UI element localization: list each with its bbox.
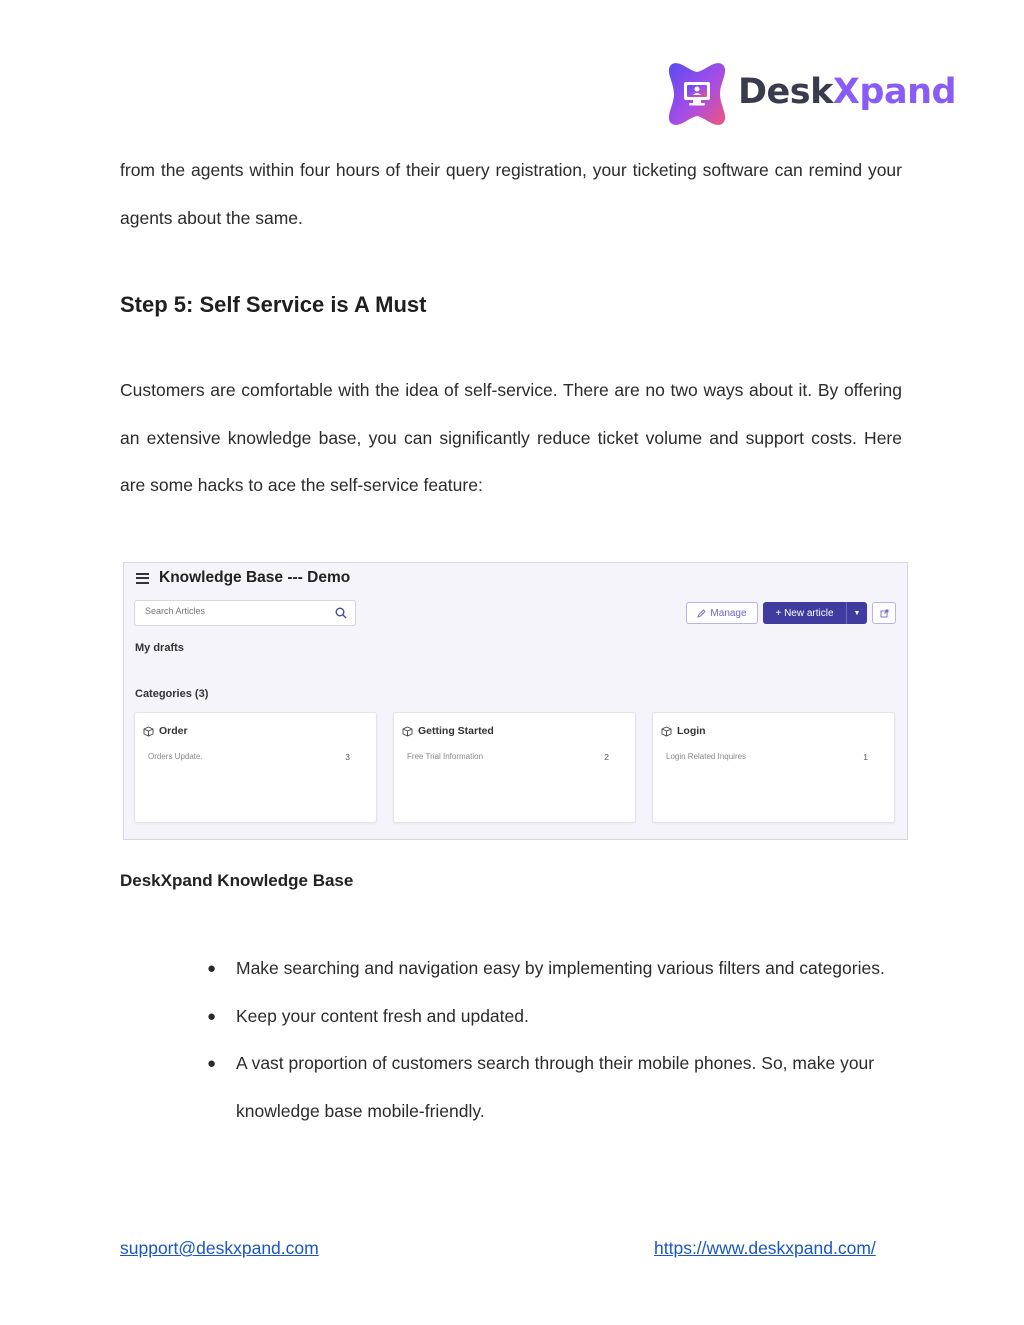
category-card-getting-started[interactable] bbox=[393, 712, 636, 823]
external-link-icon bbox=[880, 609, 889, 618]
box-icon bbox=[402, 726, 413, 737]
card-description: Free Trial Information bbox=[407, 752, 484, 761]
box-icon bbox=[143, 726, 154, 737]
search-icon[interactable] bbox=[335, 607, 347, 619]
knowledge-base-screenshot bbox=[123, 562, 908, 840]
deskxpand-logo-icon bbox=[664, 60, 730, 128]
list-item: ● Keep your content fresh and updated. bbox=[205, 993, 885, 1041]
website-link[interactable]: https://www.deskxpand.com/ bbox=[654, 1238, 876, 1258]
category-card-order[interactable] bbox=[134, 712, 377, 823]
kb-header bbox=[136, 569, 350, 587]
hacks-list bbox=[205, 945, 885, 1136]
bullet-icon: ● bbox=[207, 960, 217, 977]
section-heading: Step 5: Self Service is A Must bbox=[120, 292, 427, 317]
article-count: 2 bbox=[604, 752, 609, 762]
card-title: Login bbox=[677, 725, 706, 737]
intro-paragraph: from the agents within four hours of their query registration, your ticketing software can remind your agents about the same. bbox=[120, 160, 902, 228]
new-article-button[interactable] bbox=[763, 602, 867, 624]
card-title: Getting Started bbox=[418, 725, 494, 737]
list-item: ● A vast proportion of customers search through their mobile phones. So, make your knowledge base mobile-friendly. bbox=[205, 1040, 885, 1135]
figure-caption: DeskXpand Knowledge Base bbox=[120, 871, 354, 890]
manage-button[interactable] bbox=[686, 602, 758, 624]
search-input[interactable] bbox=[143, 605, 327, 617]
card-description: Login Related Inquires bbox=[666, 752, 747, 761]
pencil-icon bbox=[697, 609, 706, 618]
article-count: 1 bbox=[863, 752, 868, 762]
article-count: 3 bbox=[345, 752, 350, 762]
external-link-button[interactable] bbox=[872, 602, 896, 624]
logo-wordmark: DeskXpand bbox=[738, 72, 957, 112]
card-title: Order bbox=[159, 725, 188, 737]
category-card-login[interactable] bbox=[652, 712, 895, 823]
card-description: Orders Update. bbox=[148, 752, 203, 761]
hamburger-menu-icon[interactable] bbox=[136, 570, 149, 586]
main-paragraph: Customers are comfortable with the idea of self-service. There are no two ways about it. By offering an extensive knowledge base, you can significantly reduce ticket volume and support costs. Here are some hacks to ace the self-service feature: bbox=[120, 380, 902, 496]
categories-label: Categories (3) bbox=[135, 688, 209, 700]
manage-label: Manage bbox=[710, 607, 747, 619]
bullet-icon: ● bbox=[207, 1007, 217, 1025]
kb-title: Knowledge Base --- Demo bbox=[159, 569, 351, 586]
search-box[interactable] bbox=[134, 600, 356, 626]
bullet-icon: ● bbox=[207, 1055, 217, 1073]
new-article-label: + New article bbox=[775, 607, 834, 619]
box-icon bbox=[661, 726, 672, 737]
list-item: ● Make searching and navigation easy by implementing various filters and categories. bbox=[205, 945, 885, 993]
my-drafts-label[interactable]: My drafts bbox=[135, 642, 184, 654]
caret-down-icon[interactable]: ▼ bbox=[846, 602, 867, 624]
support-email-link[interactable]: support@deskxpand.com bbox=[120, 1238, 319, 1258]
